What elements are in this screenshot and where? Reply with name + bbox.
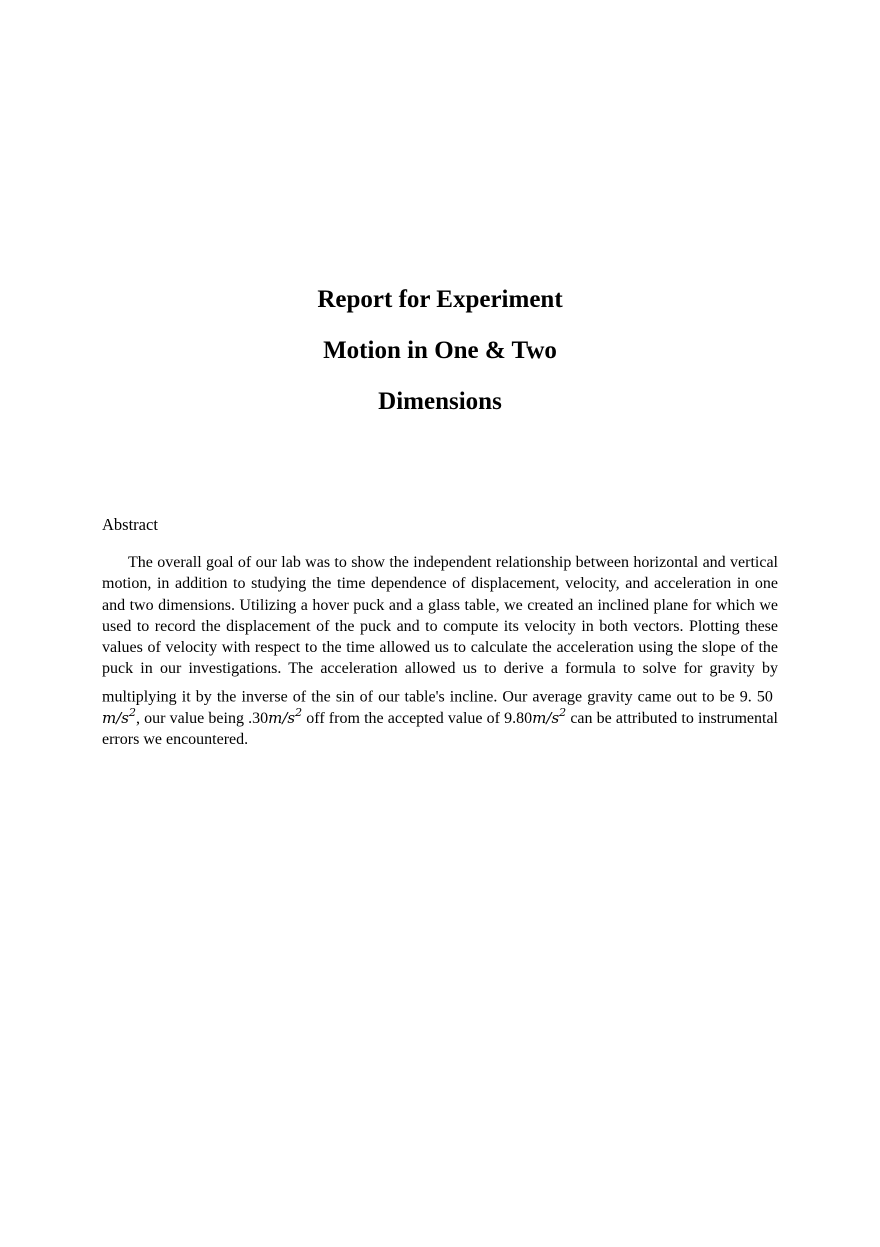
unit-text: m/s bbox=[532, 708, 560, 727]
abstract-text-part-3: off from the accepted value of 9.80 bbox=[302, 709, 533, 727]
unit-meters-per-second-squared bbox=[268, 705, 303, 727]
unit-text: m/s bbox=[102, 708, 129, 727]
abstract-text-part-1: The overall goal of our lab was to show the independent relationship between horizontal and vertical motion, in addition to studying the time dependence of displacement, velocity, and acceleration in one and two dimensions. Utilizing a hover puck and a glass table, we created an inclined plane for which we used to record the displacement of the puck and to compute its velocity in both vectors. Plotting these values of velocity with respect to the time allowed us to calculate the acceleration using the slope of the puck in our investigations. The acceleration allowed us to derive a formula to solve for gravity by multiplying it by the inverse of the sin of our table's incline. Our average gravity came out to be 9. 50 bbox=[102, 554, 778, 706]
abstract-text-part-4: can be attributed to instrumental errors we encountered. bbox=[102, 709, 778, 749]
unit-meters-per-second-squared bbox=[102, 705, 136, 727]
abstract-text-part-2: , our value being .30 bbox=[135, 709, 269, 727]
unit-text: m/s bbox=[268, 708, 296, 727]
report-title bbox=[0, 274, 880, 427]
title-line-3: Dimensions bbox=[378, 388, 502, 415]
unit-exponent: 2 bbox=[295, 705, 303, 719]
title-line-1: Report for Experiment bbox=[317, 286, 563, 313]
abstract-heading: Abstract bbox=[102, 515, 158, 534]
abstract-paragraph bbox=[102, 552, 778, 750]
title-line-2: Motion in One & Two bbox=[323, 337, 557, 364]
abstract-body bbox=[102, 552, 778, 750]
unit-exponent: 2 bbox=[559, 705, 567, 719]
unit-exponent: 2 bbox=[128, 705, 136, 719]
unit-meters-per-second-squared bbox=[532, 705, 567, 727]
